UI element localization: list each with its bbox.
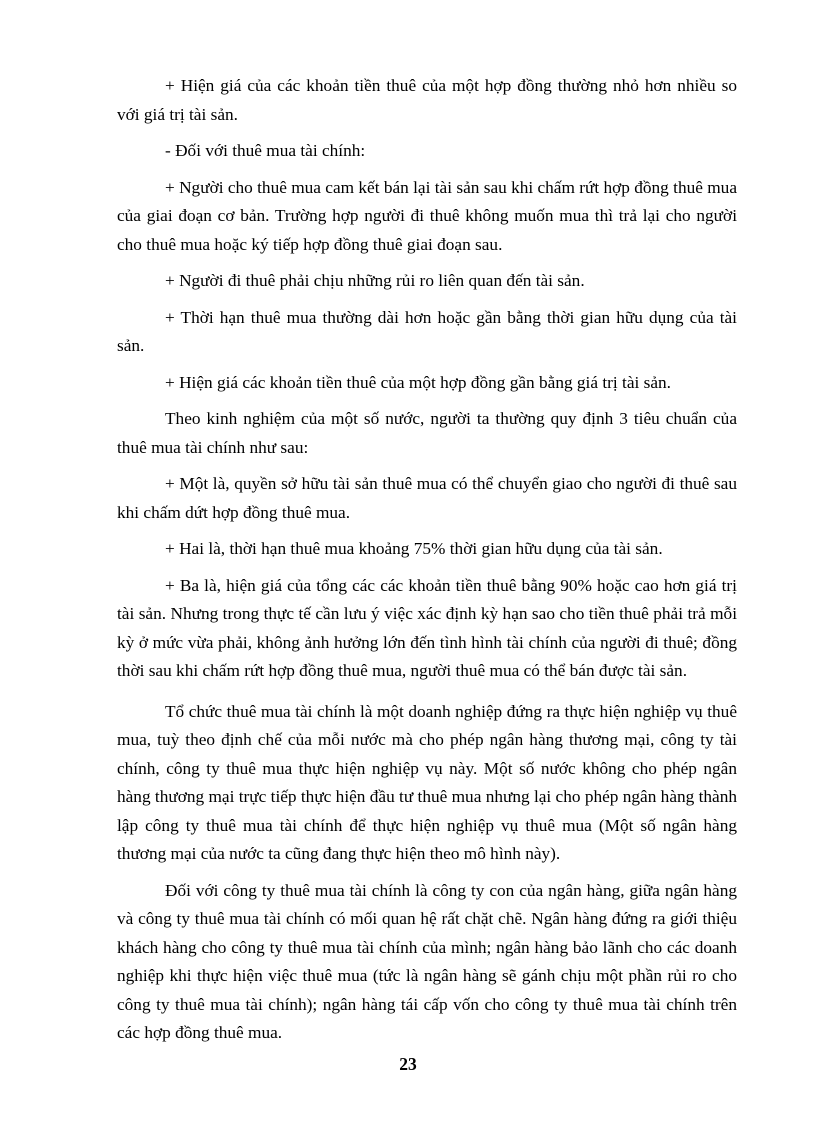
paragraph: + Một là, quyền sở hữu tài sản thuê mua có thể chuyển giao cho người đi thuê sau khi chấm dứt hợp đồng thuê mua. [117,474,737,522]
paragraph: + Người đi thuê phải chịu những rủi ro liên quan đến tài sản. [165,271,585,290]
paragraph: Theo kinh nghiệm của một số nước, người ta thường quy định 3 tiêu chuẩn của thuê mua tài chính như sau: [117,409,737,457]
paragraph: + Ba là, hiện giá của tổng các các khoản tiền thuê bằng 90% hoặc cao hơn giá trị tài sản. Nhưng trong thực tế cần lưu ý việc xác định kỳ hạn sao cho tiền thuê phải trả mỗi kỳ ở mức vừa phải, không ảnh hưởng lớn đến tình hình tài chính của người đi thuê; đồng thời sau khi chấm rứt hợp đồng thuê mua, người thuê mua có thể bán được tài sản. [117,575,737,680]
document-body [117,72,737,1056]
paragraph: + Người cho thuê mua cam kết bán lại tài sản sau khi chấm rứt hợp đồng thuê mua của giai đoạn cơ bản. Trường hợp người đi thuê không muốn mua thì trả lại cho người cho thuê mua hoặc ký tiếp hợp đồng thuê giai đoạn sau. [117,177,737,254]
paragraph: + Hai là, thời hạn thuê mua khoảng 75% thời gian hữu dụng của tài sản. [165,539,663,558]
paragraph: Đối với công ty thuê mua tài chính là công ty con của ngân hàng, giữa ngân hàng và công ty thuê mua tài chính có mối quan hệ rất chặt chẽ. Ngân hàng đứng ra giới thiệu khách hàng cho công ty thuê mua tài chính của mình; ngân hàng bảo lãnh cho các doanh nghiệp khi thực hiện việc thuê mua (tức là ngân hàng sẽ gánh chịu một phần rủi ro cho công ty thuê mua tài chính); ngân hàng tái cấp vốn cho công ty thuê mua tài chính trên các hợp đồng thuê mua. [117,880,737,1042]
paragraph: + Thời hạn thuê mua thường dài hơn hoặc gần bằng thời gian hữu dụng của tài sản. [117,307,737,355]
paragraph: - Đối với thuê mua tài chính: [165,141,366,160]
paragraph: Tổ chức thuê mua tài chính là một doanh nghiệp đứng ra thực hiện nghiệp vụ thuê mua, tuỳ theo định chế của mỗi nước mà cho phép ngân hàng thương mại, công ty tài chính, công ty thuê mua thực hiện nghiệp vụ này. Một số nước không cho phép ngân hàng thương mại trực tiếp thực hiện đầu tư thuê mua nhưng lại cho phép ngân hàng thành lập công ty thuê mua tài chính để thực hiện nghiệp vụ thuê mua (Một số ngân hàng thương mại của nước ta cũng đang thực hiện theo mô hình này). [117,701,737,863]
page-number: 23 [399,1054,417,1074]
paragraph: + Hiện giá các khoản tiền thuê của một hợp đồng gần bằng giá trị tài sản. [165,372,671,392]
paragraph: + Hiện giá của các khoản tiền thuê của một hợp đồng thường nhỏ hơn nhiều so với giá trị tài sản. [117,76,737,124]
